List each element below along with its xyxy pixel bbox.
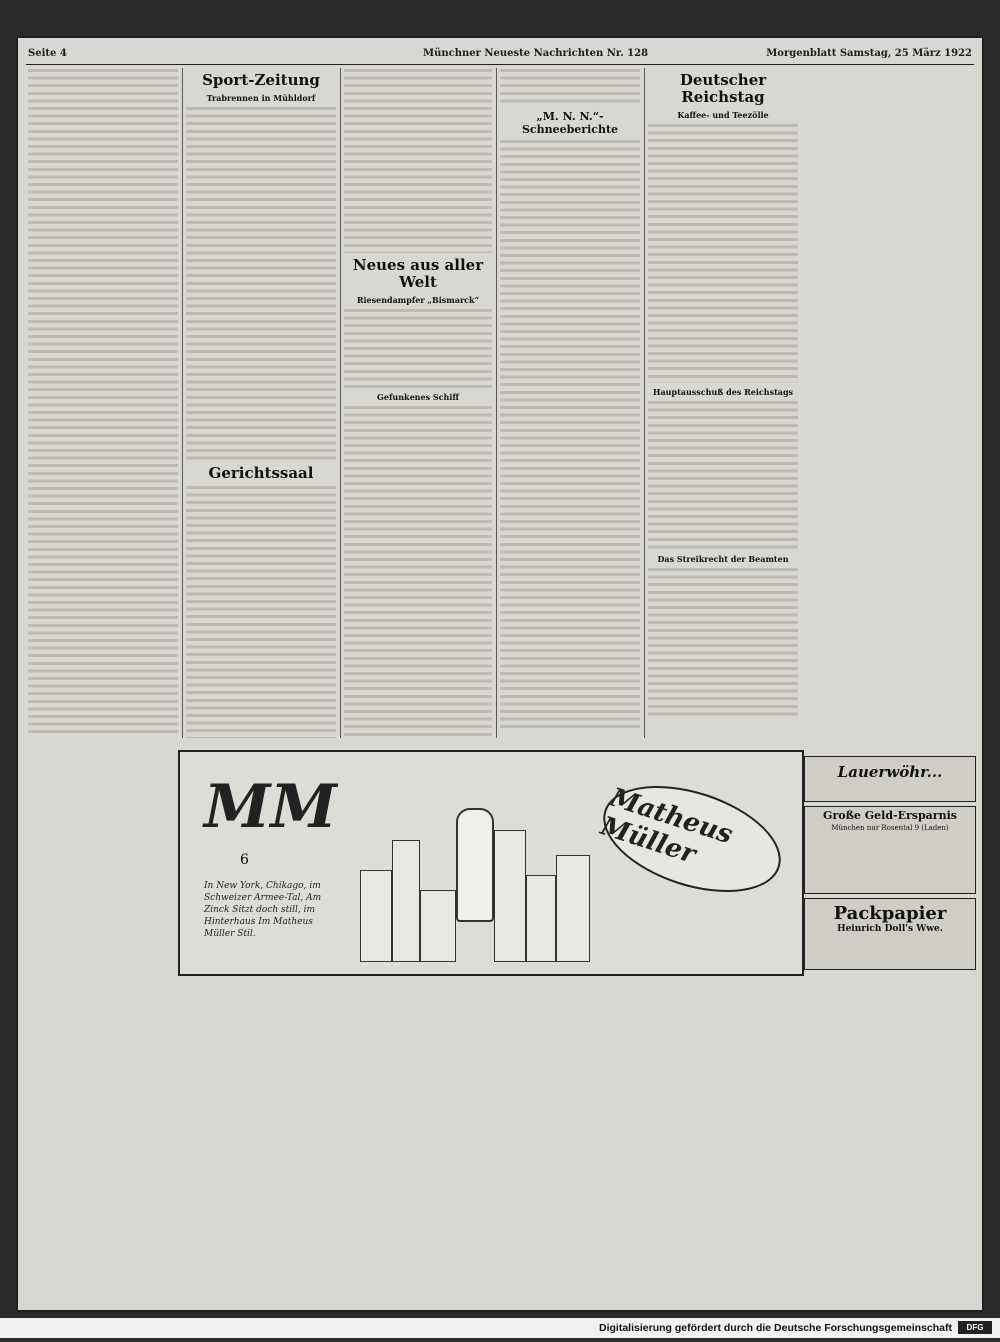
committee-text bbox=[648, 400, 798, 550]
strike-right-heading: Das Streikrecht der Beamten bbox=[657, 554, 789, 564]
brand-label-text: Matheus Müller bbox=[597, 782, 737, 870]
building bbox=[526, 875, 556, 962]
column-1 bbox=[28, 68, 178, 738]
savings-ad-title: Große Geld-Ersparnis bbox=[823, 809, 957, 822]
matheus-mueller-ad bbox=[178, 750, 804, 976]
column-2 bbox=[186, 68, 336, 738]
column-4 bbox=[500, 68, 640, 738]
newspaper-title: Münchner Neueste Nachrichten Nr. 128 bbox=[423, 48, 649, 59]
strike-right-text bbox=[648, 567, 798, 717]
column-5 bbox=[648, 68, 798, 748]
mm-monogram: MM bbox=[204, 772, 337, 842]
sport-subheading: Trabrennen in Mühldorf bbox=[206, 93, 316, 103]
sport-text bbox=[186, 106, 336, 461]
column-rule bbox=[496, 68, 497, 738]
ad-slogan: In New York, Chikago, im Schweizer Armee-Tal, Am Zinck Sitzt doch still, im Hinterhaus Im Matheus Müller Stil. bbox=[204, 881, 322, 939]
column-rule bbox=[182, 68, 183, 738]
building bbox=[420, 890, 456, 962]
building bbox=[392, 840, 420, 962]
packpapier-company: Heinrich Doll's Wwe. bbox=[837, 924, 943, 934]
world-news-text bbox=[344, 308, 492, 388]
committee-heading: Hauptausschuß des Reichstags bbox=[652, 387, 794, 397]
sport-heading: Sport-Zeitung bbox=[202, 71, 320, 89]
bottle-illustration bbox=[456, 808, 494, 922]
column-4-upper-text bbox=[500, 68, 640, 106]
court-heading: Gerichtssaal bbox=[208, 464, 314, 482]
footer-credit: Digitalisierung gefördert durch die Deutsche Forschungsgemeinschaft bbox=[599, 1322, 952, 1334]
column-3 bbox=[344, 68, 492, 738]
reichstag-subheading: Kaffee- und Teezölle bbox=[677, 110, 769, 120]
page-number: Seite 4 bbox=[28, 48, 67, 59]
savings-ad bbox=[804, 806, 976, 894]
reichstag-heading: Deutscher Reichstag bbox=[679, 71, 767, 106]
court-text bbox=[186, 485, 336, 738]
ad-number: 6 bbox=[240, 852, 249, 868]
world-news-heading: Neues aus aller Welt bbox=[352, 256, 484, 291]
issue-date: Morgenblatt Samstag, 25 März 1922 bbox=[766, 48, 972, 59]
reichstag-text bbox=[648, 123, 798, 383]
dfg-logo: DFG bbox=[958, 1321, 992, 1334]
column-rule bbox=[644, 68, 645, 738]
column-rule bbox=[340, 68, 341, 738]
building bbox=[360, 870, 392, 962]
building bbox=[494, 830, 526, 962]
brand-label-logo bbox=[590, 766, 794, 912]
world-news-subheading: Riesendampfer „Bismarck“ bbox=[356, 295, 480, 305]
newspaper-page bbox=[18, 38, 982, 1310]
packpapier-title: Packpapier bbox=[833, 903, 947, 924]
savings-ad-address: München nur Rosental 9 (Laden) bbox=[831, 824, 949, 832]
column-1-text bbox=[28, 68, 178, 738]
packpapier-ad bbox=[804, 898, 976, 970]
building bbox=[556, 855, 590, 962]
column-3-upper-text bbox=[344, 68, 492, 253]
ad-signature: Lauerwöhr... bbox=[837, 763, 943, 781]
digitization-footer bbox=[0, 1318, 1000, 1338]
lauerwoehr-ad bbox=[804, 756, 976, 802]
snow-report-text bbox=[500, 139, 640, 729]
sunken-ship-text bbox=[344, 405, 492, 738]
header-rule bbox=[26, 64, 974, 65]
page-header bbox=[28, 46, 972, 62]
sunken-ship-heading: Gefunkenes Schiff bbox=[377, 392, 459, 402]
snow-report-heading: „M. N. N.“-Schneeberichte bbox=[521, 110, 619, 136]
city-skyline-illustration bbox=[360, 792, 590, 962]
